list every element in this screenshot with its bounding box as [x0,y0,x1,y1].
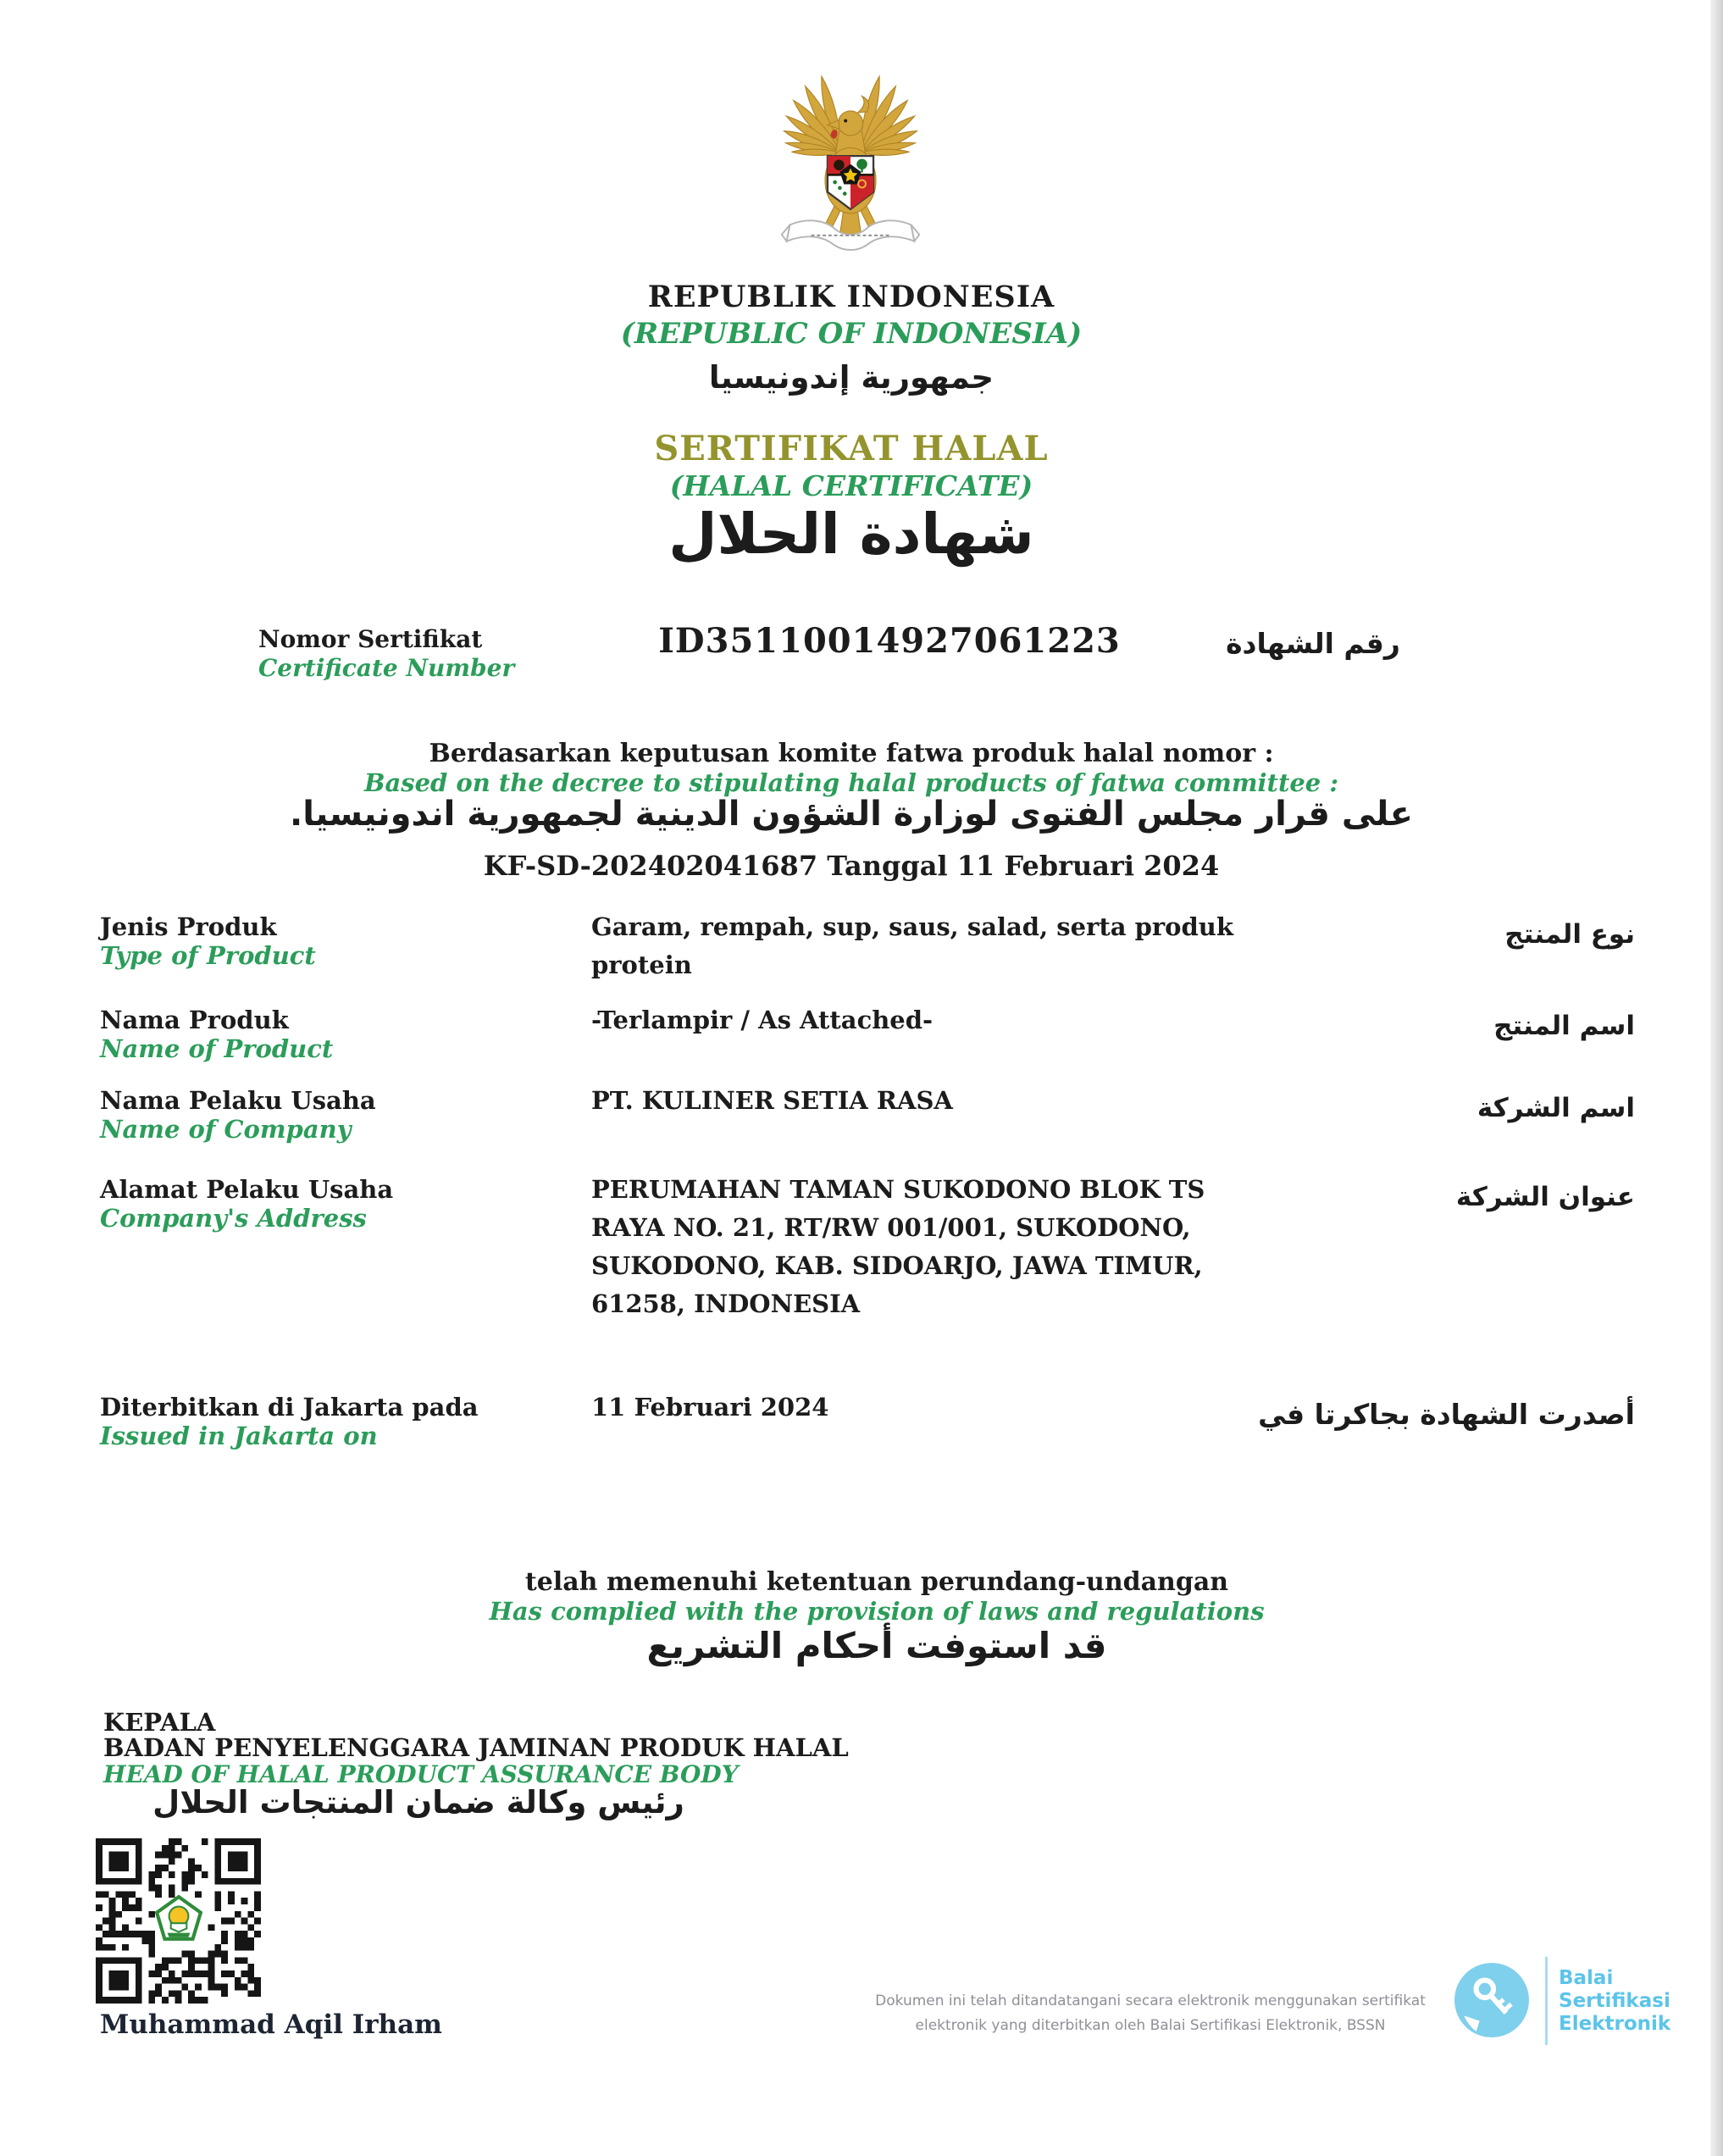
field-address-value: PERUMAHAN TAMAN SUKODONO BLOK TS RAYA NO. 21, RT/RW 001/001, SUKODONO, SUKODONO, KAB. SIDOARJO, JAWA TIMUR, 61258, INDONESIA [591,1175,1205,1318]
garuda-pancasila-emblem [752,61,949,258]
signer-name: Muhammad Aqil Irham [100,2009,442,2040]
cert-number-value: ID35110014927061223 [658,621,1121,661]
field-issued-label-en: Issued in Jakarta on [100,1422,378,1450]
field-type-label-id: Jenis Produk [100,912,277,941]
qr-code [96,1838,261,2004]
decree-line-en: Based on the decree to stipulating halal products of fatwa committee : [363,768,1339,797]
field-company-label-id: Nama Pelaku Usaha [100,1086,376,1115]
field-type-label-en: Type of Product [100,941,316,970]
country-name-ar: جمهورية إندونيسيا [708,359,994,396]
page-edge-strip [1710,0,1723,2156]
signer-title-ar: رئيس وكالة ضمان المنتجات الحلال [152,1784,684,1821]
field-address-label-id: Alamat Pelaku Usaha [100,1175,394,1204]
field-product-value: -Terlampir / As Attached- [591,1006,934,1034]
bsre-wordmark: Balai Sertifikasi Elektronik [1559,1967,1671,2035]
signer-title-en: HEAD OF HALAL PRODUCT ASSURANCE BODY [103,1760,739,1788]
field-issued-label-ar: أصدرت الشهادة بجاكرتا في [1258,1398,1635,1431]
field-address-label-ar: عنوان الشركة [1455,1182,1635,1212]
electronic-signature-disclaimer: Dokumen ini telah ditandatangani secara elektronik menggunakan sertifikat elektronik yang diterbitkan oleh Balai Sertifikasi Elektronik, BSSN [875,1992,1426,2034]
field-issued-value: 11 Februari 2024 [591,1393,829,1422]
compliance-line-id: telah memenuhi ketentuan perundang-undangan [524,1567,1229,1597]
bsre-key-icon [1454,1962,1530,2038]
garuda-left-wing [783,75,845,157]
garuda-crest [858,97,869,113]
country-name-en: (REPUBLIC OF INDONESIA) [620,317,1083,351]
certificate-title-en: (HALAL CERTIFICATE) [669,469,1033,502]
certificate-title-id: SERTIFIKAT HALAL [654,429,1049,468]
field-type-label-ar: نوع المنتج [1504,919,1635,950]
field-issued-label-id: Diterbitkan di Jakarta pada [100,1393,479,1422]
field-company-value: PT. KULINER SETIA RASA [591,1086,953,1115]
field-address-label-en: Company's Address [100,1204,367,1233]
decree-number-line: KF-SD-202402041687 Tanggal 11 Februari 2024 [483,850,1220,882]
certificate-title-ar: شهادة الحلال [668,502,1034,567]
garuda-right-wing [856,75,918,157]
decree-line-ar: على قرار مجلس الفتوى لوزارة الشؤون الدينية لجمهورية اندونيسيا. [290,795,1413,834]
compliance-line-en: Has complied with the provision of laws and regulations [489,1597,1265,1626]
field-product-label-en: Name of Product [100,1034,334,1063]
cert-number-label-id: Nomor Sertifikat [258,625,483,653]
field-company-label-ar: اسم الشركة [1476,1093,1635,1123]
signer-title-line2: BADAN PENYELENGGARA JAMINAN PRODUK HALAL [103,1733,849,1762]
cert-number-label-ar: رقم الشهادة [1226,627,1400,660]
field-product-label-id: Nama Produk [100,1006,289,1034]
country-name-id: REPUBLIK INDONESIA [647,280,1055,314]
cert-number-label-en: Certificate Number [258,654,515,682]
ministry-logo [154,1894,203,1943]
field-product-label-ar: اسم المنتج [1493,1011,1635,1041]
signer-title-line1: KEPALA [103,1708,216,1737]
bsre-logo [1454,1962,1530,2038]
decree-line-id: Berdasarkan keputusan komite fatwa produk halal nomor : [429,739,1274,768]
field-company-label-en: Name of Company [100,1115,352,1144]
compliance-line-ar: قد استوفت أحكام التشريع [646,1625,1107,1666]
field-type-value: Garam, rempah, sup, saus, salad, serta produk protein [591,912,1233,979]
bsre-divider [1545,1957,1548,2045]
garuda-emblem-svg [752,61,949,258]
